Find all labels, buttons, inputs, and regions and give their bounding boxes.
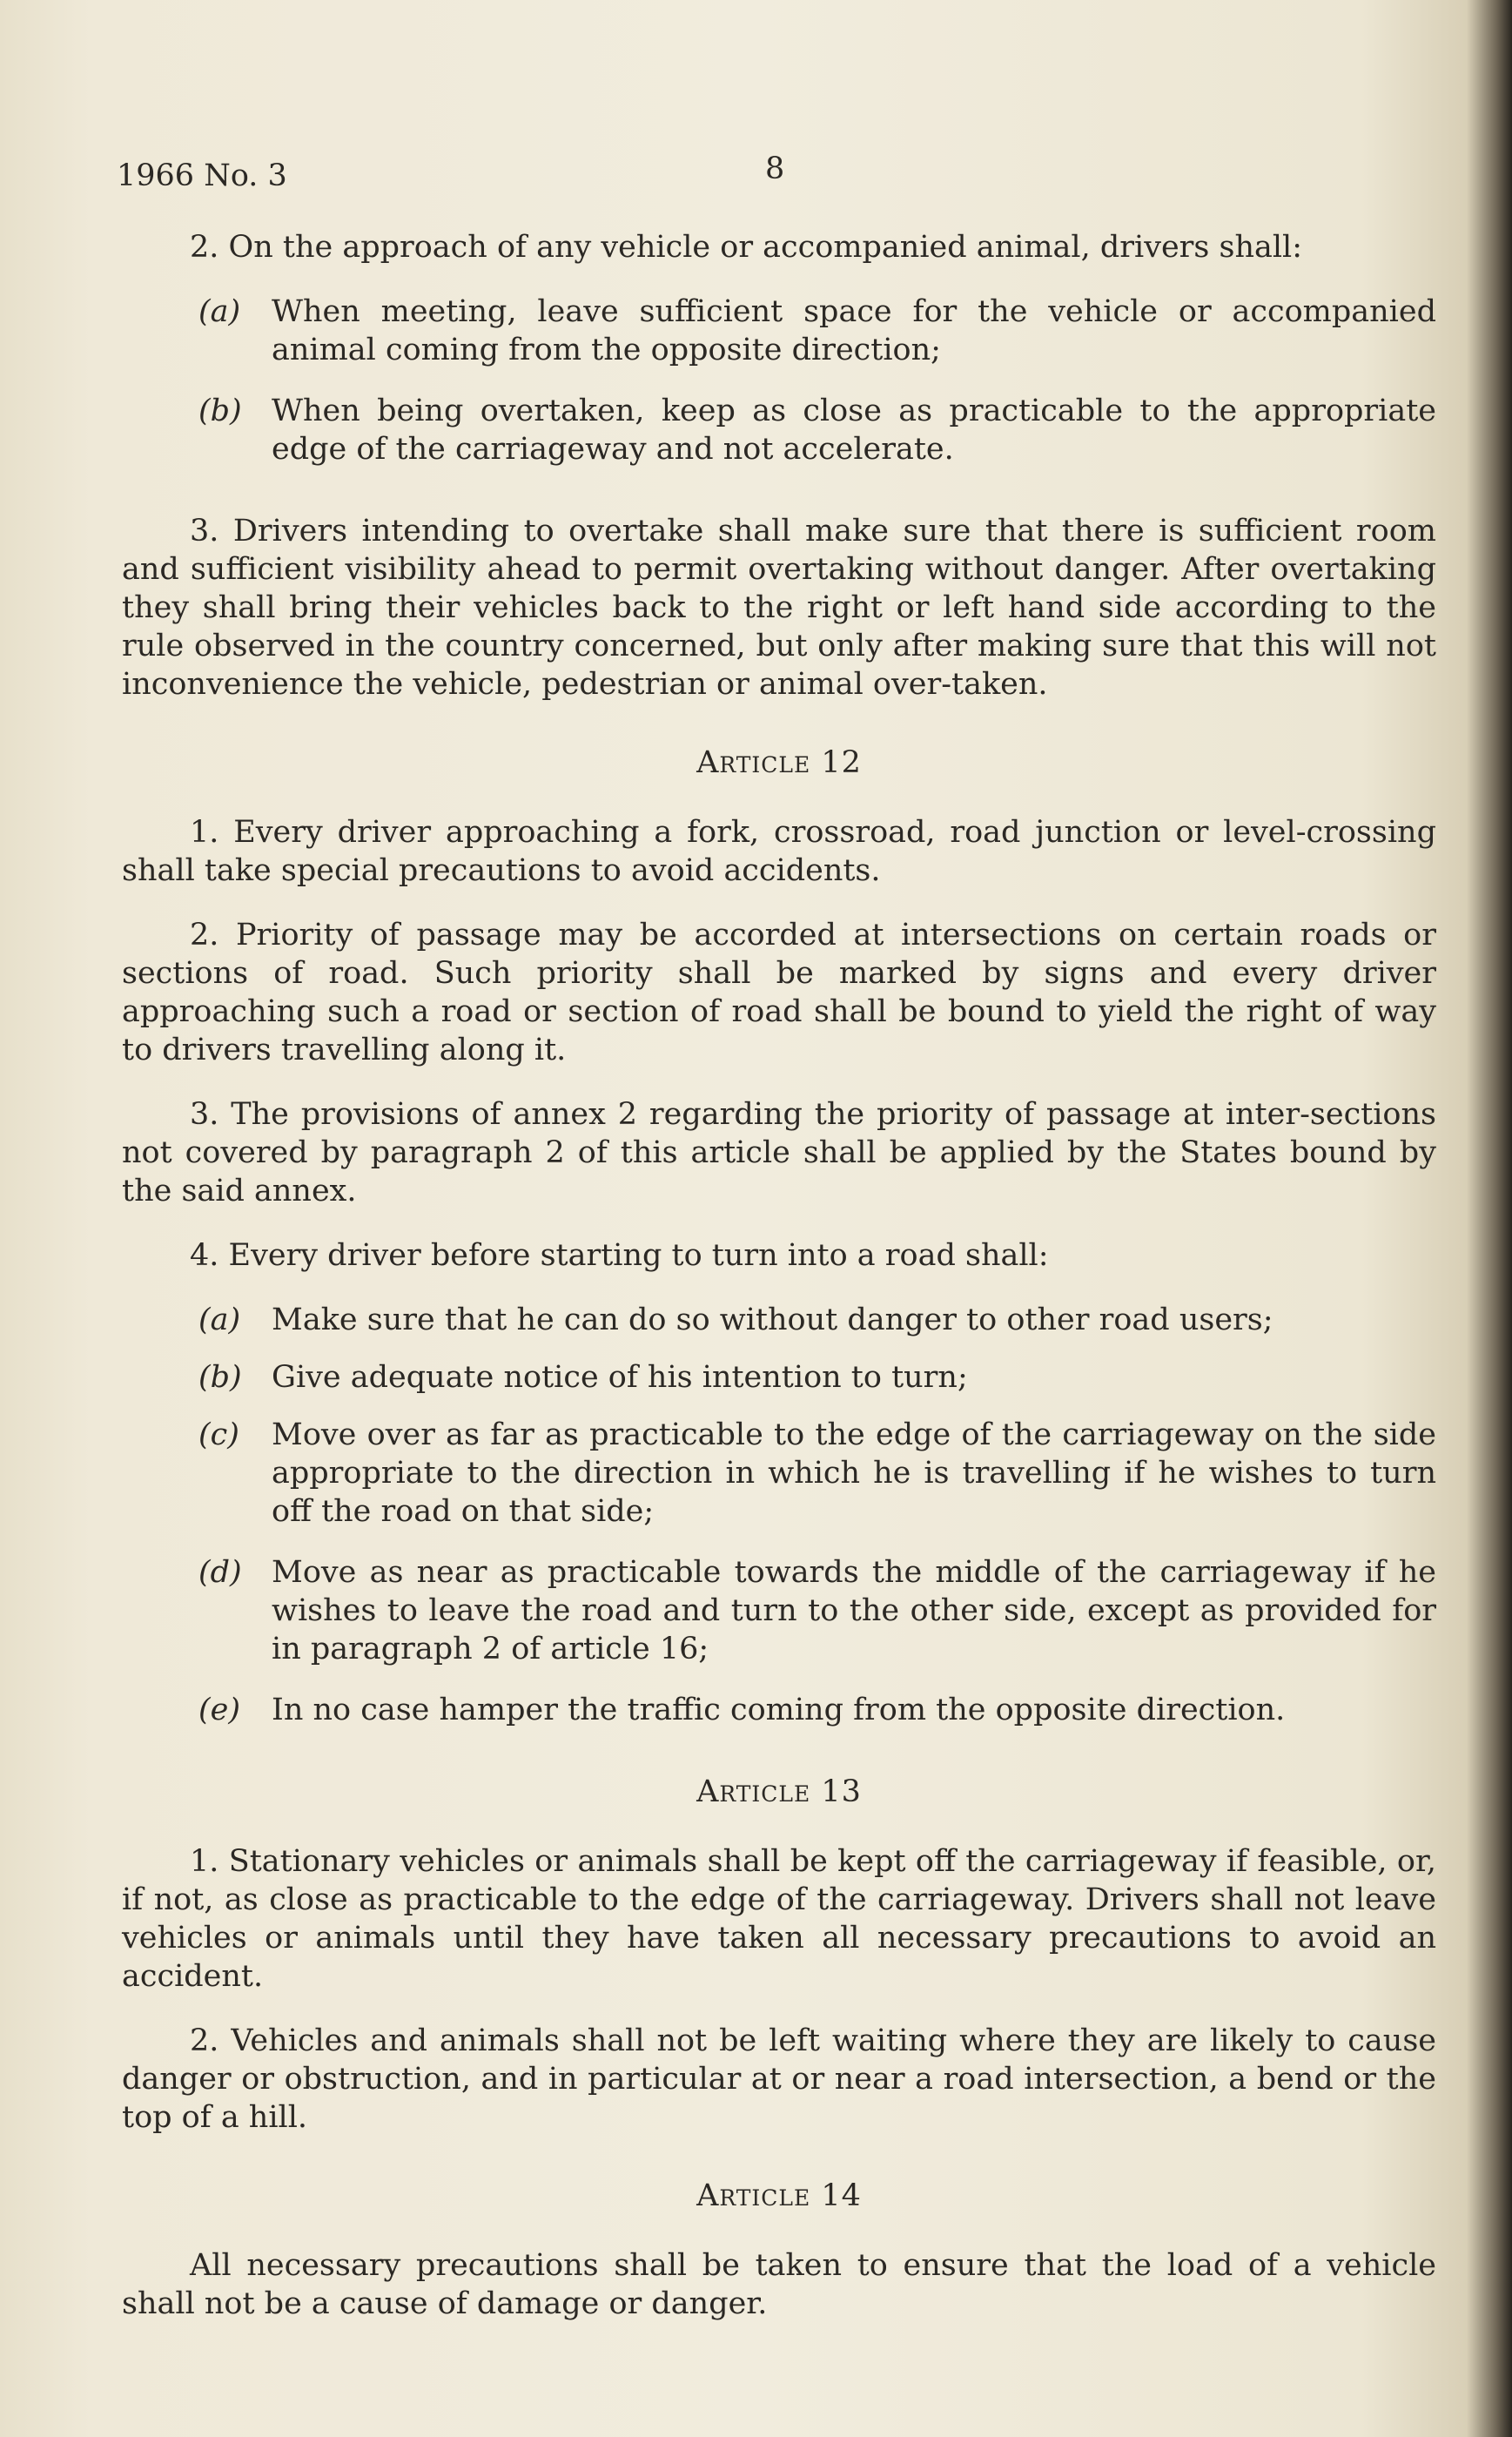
list-item-text: Move as near as practicable towards the middle of the carriageway if he wishes to leave the road and turn to the other side, except as provided for in paragraph 2 of article 16; [272, 1555, 1436, 1666]
list-item [198, 392, 1436, 468]
list-marker: (e) [198, 1693, 241, 1727]
list-marker: (d) [198, 1555, 242, 1590]
running-head: 1966 No. 3 [117, 158, 287, 193]
list-item [198, 1301, 1436, 1339]
list-item [198, 293, 1436, 369]
article-heading: Article 13 [696, 1774, 862, 1809]
paragraph: 3. Drivers intending to overtake shall make sure that there is sufficient room and sufficient visibility ahead to permit overtaking without danger. After overtaking they shall bring their vehicles back to the right or left hand side according to the rule observed in the country concerned, but only after making sure that this will not inconvenience the vehicle, pedestrian or animal over-taken. [122, 514, 1436, 702]
list-item-text: When meeting, leave sufficient space for the vehicle or accompanied animal coming from the opposite direction; [272, 294, 1436, 367]
paragraph: 1. Stationary vehicles or animals shall be kept off the carriageway if feasible, or, if not, as close as practicable to the edge of the carriageway. Drivers shall not leave vehicles or animals until they have taken all necessary precautions to avoid an accident. [122, 1844, 1436, 1994]
list-item [198, 1553, 1436, 1668]
list-item [198, 1358, 1436, 1397]
list-item [198, 1416, 1436, 1531]
body-text [122, 228, 1436, 2349]
list-item-text: Give adequate notice of his intention to turn; [272, 1360, 968, 1395]
list-item [198, 1691, 1436, 1729]
paragraph: 4. Every driver before starting to turn into a road shall: [190, 1238, 1049, 1273]
paragraph: All necessary precautions shall be taken to ensure that the load of a vehicle shall not be a cause of damage or danger. [122, 2248, 1436, 2321]
list-item-text: Move over as far as practicable to the edge of the carriageway on the side appropriate to the direction in which he is travelling if he wishes to turn off the road on that side; [272, 1417, 1436, 1529]
list-marker: (b) [198, 1360, 242, 1395]
page-header [117, 151, 1395, 202]
list-marker: (a) [198, 1303, 241, 1337]
paragraph: 3. The provisions of annex 2 regarding the priority of passage at inter-sections not covered by paragraph 2 of this article shall be applied by the States bound by the said annex. [122, 1097, 1436, 1208]
paragraph: 2. Priority of passage may be accorded at intersections on certain roads or sections of road. Such priority shall be marked by signs and every driver approaching such a road or section of road shall be bound to yield the right of way to drivers travelling along it. [122, 918, 1436, 1067]
article-heading: Article 12 [696, 745, 862, 780]
list-item-text: Make sure that he can do so without danger to other road users; [272, 1303, 1273, 1337]
list-item-text: When being overtaken, keep as close as practicable to the appropriate edge of the carriageway and not accelerate. [272, 394, 1436, 467]
list-marker: (b) [198, 394, 242, 428]
paragraph: 2. On the approach of any vehicle or accompanied animal, drivers shall: [190, 230, 1303, 265]
article-heading: Article 14 [696, 2178, 862, 2213]
list-marker: (a) [198, 294, 241, 329]
paragraph: 1. Every driver approaching a fork, crossroad, road junction or level-crossing shall take special precautions to avoid accidents. [122, 815, 1436, 888]
list-item-text: In no case hamper the traffic coming from the opposite direction. [272, 1693, 1286, 1727]
list-marker: (c) [198, 1417, 239, 1452]
page-number: 8 [765, 151, 785, 186]
paragraph: 2. Vehicles and animals shall not be left waiting where they are likely to cause danger or obstruction, and in particular at or near a road intersection, a bend or the top of a hill. [122, 2023, 1436, 2135]
